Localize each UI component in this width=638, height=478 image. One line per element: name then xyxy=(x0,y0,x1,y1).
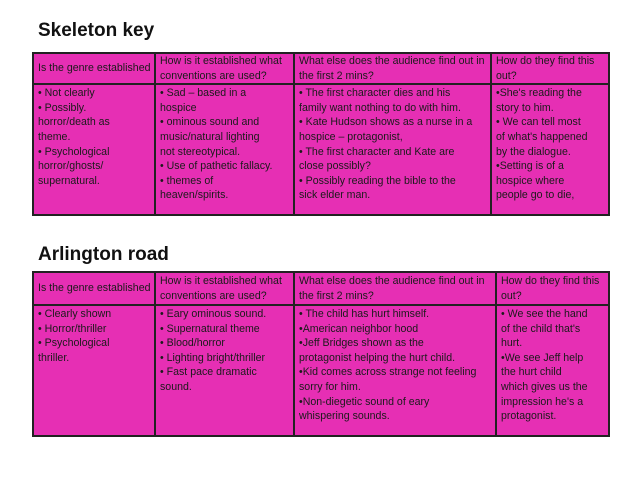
cell-line: of what's happened xyxy=(496,130,588,143)
cell-audience xyxy=(294,84,491,215)
cell-line: • Sad – based in a xyxy=(160,87,247,100)
cell-genre xyxy=(33,84,155,215)
cell-line: • Psychological xyxy=(38,145,110,158)
cell-line: • Fast pace dramatic xyxy=(160,366,257,379)
cell-line: protagonist helping the hurt child. xyxy=(299,351,456,364)
cell-line: the hurt child xyxy=(501,366,562,379)
cell-line: hospice where xyxy=(496,174,565,187)
cell-line: • Blood/horror xyxy=(160,337,225,350)
cell-line: • The child has hurt himself. xyxy=(299,308,430,320)
cell-line: • themes of xyxy=(160,174,214,187)
cell-line: •Setting is of a xyxy=(496,160,564,173)
cell-line: • Eary ominous sound. xyxy=(160,308,267,320)
cell-line: story to him. xyxy=(496,101,554,114)
cell-line: • The first character dies and his xyxy=(299,87,451,100)
cell-line: • We see the hand xyxy=(501,308,588,320)
cell-line: • ominous sound and xyxy=(160,116,260,129)
cell-line: which gives us the xyxy=(501,380,588,393)
arlington-road-table xyxy=(32,271,610,437)
cell-line: protagonist. xyxy=(501,410,557,423)
header-audience-finds-out: What else does the audience find out in the first 2 mins? xyxy=(294,272,496,305)
cell-line: • We can tell most xyxy=(496,116,581,129)
cell-line: hurt. xyxy=(501,337,523,350)
cell-line: • Horror/thriller xyxy=(38,322,107,335)
cell-line: •American neighbor hood xyxy=(299,322,419,335)
cell-line: family want nothing to do with him. xyxy=(299,101,461,114)
header-audience-finds-out: What else does the audience find out in the first 2 mins? xyxy=(294,53,491,84)
cell-line: whispering sounds. xyxy=(299,410,390,423)
cell-line: horror/ghosts/ xyxy=(38,160,104,173)
cell-line: horror/death as xyxy=(38,116,110,129)
header-genre-established: Is the genre established xyxy=(33,53,155,84)
cell-how xyxy=(491,84,609,215)
section-title-arlington-road: Arlington road xyxy=(38,244,169,265)
cell-line: • Psychological xyxy=(38,337,110,350)
header-genre-established: Is the genre established xyxy=(33,272,155,305)
cell-line: hospice – protagonist, xyxy=(299,130,403,143)
header-conventions: How is it established what conventions are used? xyxy=(155,272,294,305)
cell-line: •Kid comes across strange not feeling xyxy=(299,366,477,379)
cell-line: •Jeff Bridges shown as the xyxy=(299,337,424,350)
cell-line: • Supernatural theme xyxy=(160,322,260,335)
cell-line: hospice xyxy=(160,101,197,114)
cell-line: • Lighting bright/thriller xyxy=(160,351,265,364)
cell-line: thriller. xyxy=(38,351,70,364)
cell-audience xyxy=(294,305,496,436)
cell-line: by the dialogue. xyxy=(496,145,571,158)
cell-line: impression he's a xyxy=(501,395,584,408)
cell-line: supernatural. xyxy=(38,174,100,187)
cell-line: • Use of pathetic fallacy. xyxy=(160,160,273,173)
cell-line: sick elder man. xyxy=(299,189,371,202)
cell-how xyxy=(496,305,609,436)
cell-line: •Non-diegetic sound of eary xyxy=(299,395,430,408)
cell-line: •She's reading the xyxy=(496,87,582,100)
section-title-skeleton-key: Skeleton key xyxy=(38,20,155,41)
cell-line: • Not clearly xyxy=(38,87,95,100)
cell-line: • The first character and Kate are xyxy=(299,145,455,158)
header-conventions: How is it established what conventions are used? xyxy=(155,53,294,84)
cell-line: not stereotypical. xyxy=(160,145,241,158)
cell-conventions xyxy=(155,305,294,436)
cell-line: • Kate Hudson shows as a nurse in a xyxy=(299,116,473,129)
cell-line: •We see Jeff help xyxy=(501,351,584,364)
header-how-find-out: How do they find this out? xyxy=(496,272,609,305)
cell-line: close possibly? xyxy=(299,160,371,173)
cell-line: heaven/spirits. xyxy=(160,189,229,202)
cell-conventions xyxy=(155,84,294,215)
cell-genre xyxy=(33,305,155,436)
cell-line: music/natural lighting xyxy=(160,130,260,143)
skeleton-key-table xyxy=(32,52,610,216)
cell-line: sorry for him. xyxy=(299,380,361,393)
cell-line: • Possibly. xyxy=(38,101,87,114)
cell-line: sound. xyxy=(160,380,192,393)
cell-line: • Clearly shown xyxy=(38,308,112,320)
cell-line: • Possibly reading the bible to the xyxy=(299,174,456,187)
cell-line: people go to die, xyxy=(496,189,575,202)
cell-line: of the child that's xyxy=(501,322,581,335)
cell-line: theme. xyxy=(38,130,71,143)
header-how-find-out: How do they find this out? xyxy=(491,53,609,84)
